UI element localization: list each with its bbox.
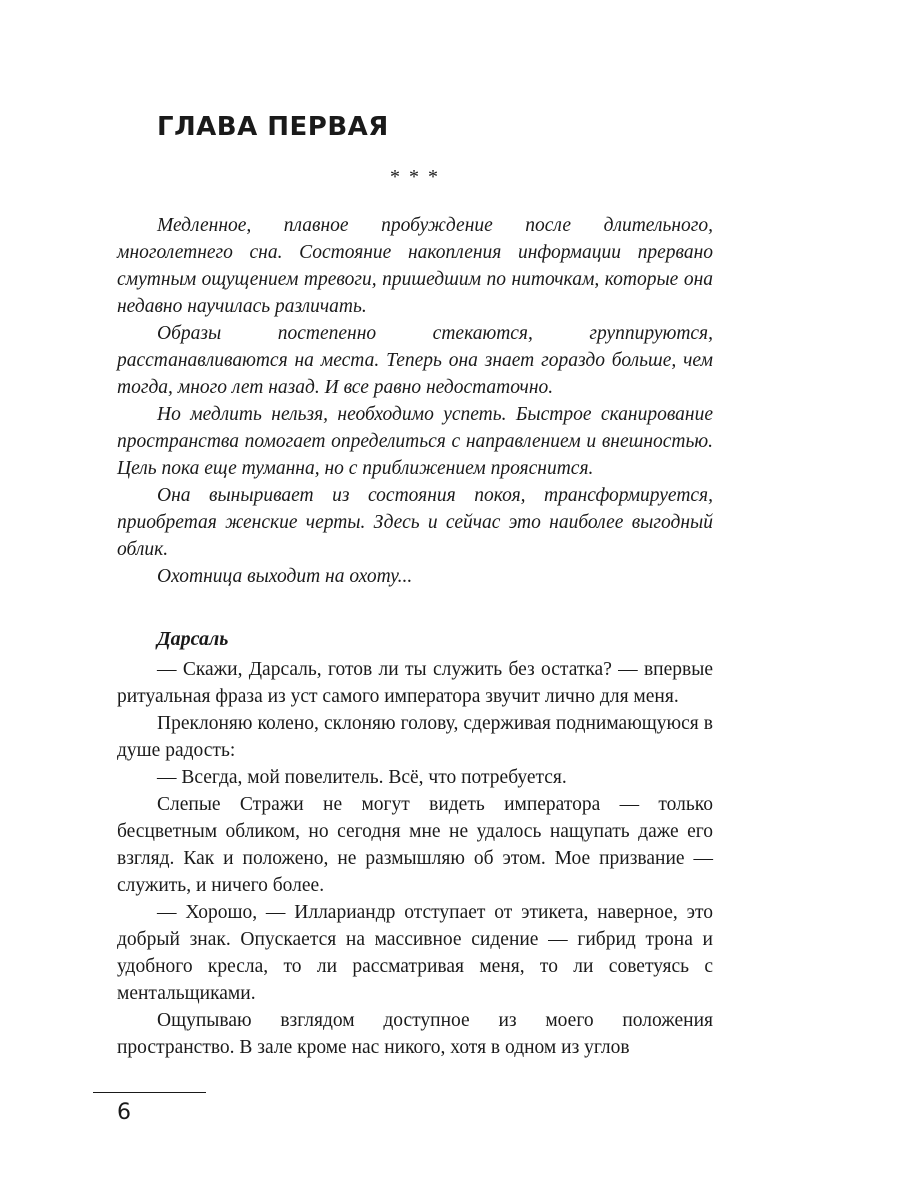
paragraph: Медленное, плавное пробуждение после длительного, многолетнего сна. Состояние накопления информации прервано смутным ощущением тревоги, пришедшим по ниточкам, которые она недавно научилась различать. — [117, 215, 713, 317]
paragraph: Но медлить нельзя, необходимо успеть. Быстрое сканирование пространства помогает определиться с направлением и внешностью. Цель пока еще туманна, но с приближением прояснится. — [117, 404, 713, 479]
intro-section — [117, 212, 713, 590]
paragraph: — Скажи, Дарсаль, готов ли ты служить без остатка? — впервые ритуальная фраза из уст самого императора звучит лично для меня. — [117, 659, 713, 707]
paragraph: Она выныривает из состояния покоя, трансформируется, приобретая женские черты. Здесь и сейчас это наиболее выгодный облик. — [117, 485, 713, 560]
paragraph: Образы постепенно стекаются, группируются, расстанавливаются на места. Теперь она знает гораздо больше, чем тогда, много лет назад. И все равно недостаточно. — [117, 323, 713, 398]
paragraph: Охотница выходит на охоту... — [157, 566, 413, 587]
paragraph: Преклоняю колено, склоняю голову, сдерживая поднимающуюся в душе радость: — [117, 713, 713, 761]
paragraph: Ощупываю взглядом доступное из моего положения пространство. В зале кроме нас никого, хотя в одном из углов — [117, 1010, 713, 1058]
paragraph: — Хорошо, — Иллариандр отступает от этикета, наверное, это добрый знак. Опускается на массивное сидение — гибрид трона и удобного кресла, то ли рассматривая меня, то ли советуясь с ментальщиками. — [117, 902, 713, 1004]
section-heading: Дарсаль — [157, 628, 229, 650]
chapter-title: ГЛАВА ПЕРВАЯ — [157, 112, 389, 142]
scene-separator: * * * — [390, 166, 440, 188]
paragraph: — Всегда, мой повелитель. Всё, что потребуется. — [157, 767, 567, 788]
footer-rule — [93, 1092, 206, 1093]
paragraph: Слепые Стражи не могут видеть императора — только бесцветным обликом, но сегодня мне не удалось нащупать даже его взгляд. Как и положено, не размышляю об этом. Мое призвание — служить, и ничего более. — [117, 794, 713, 896]
page-number: 6 — [117, 1100, 131, 1125]
main-section — [117, 656, 713, 1061]
